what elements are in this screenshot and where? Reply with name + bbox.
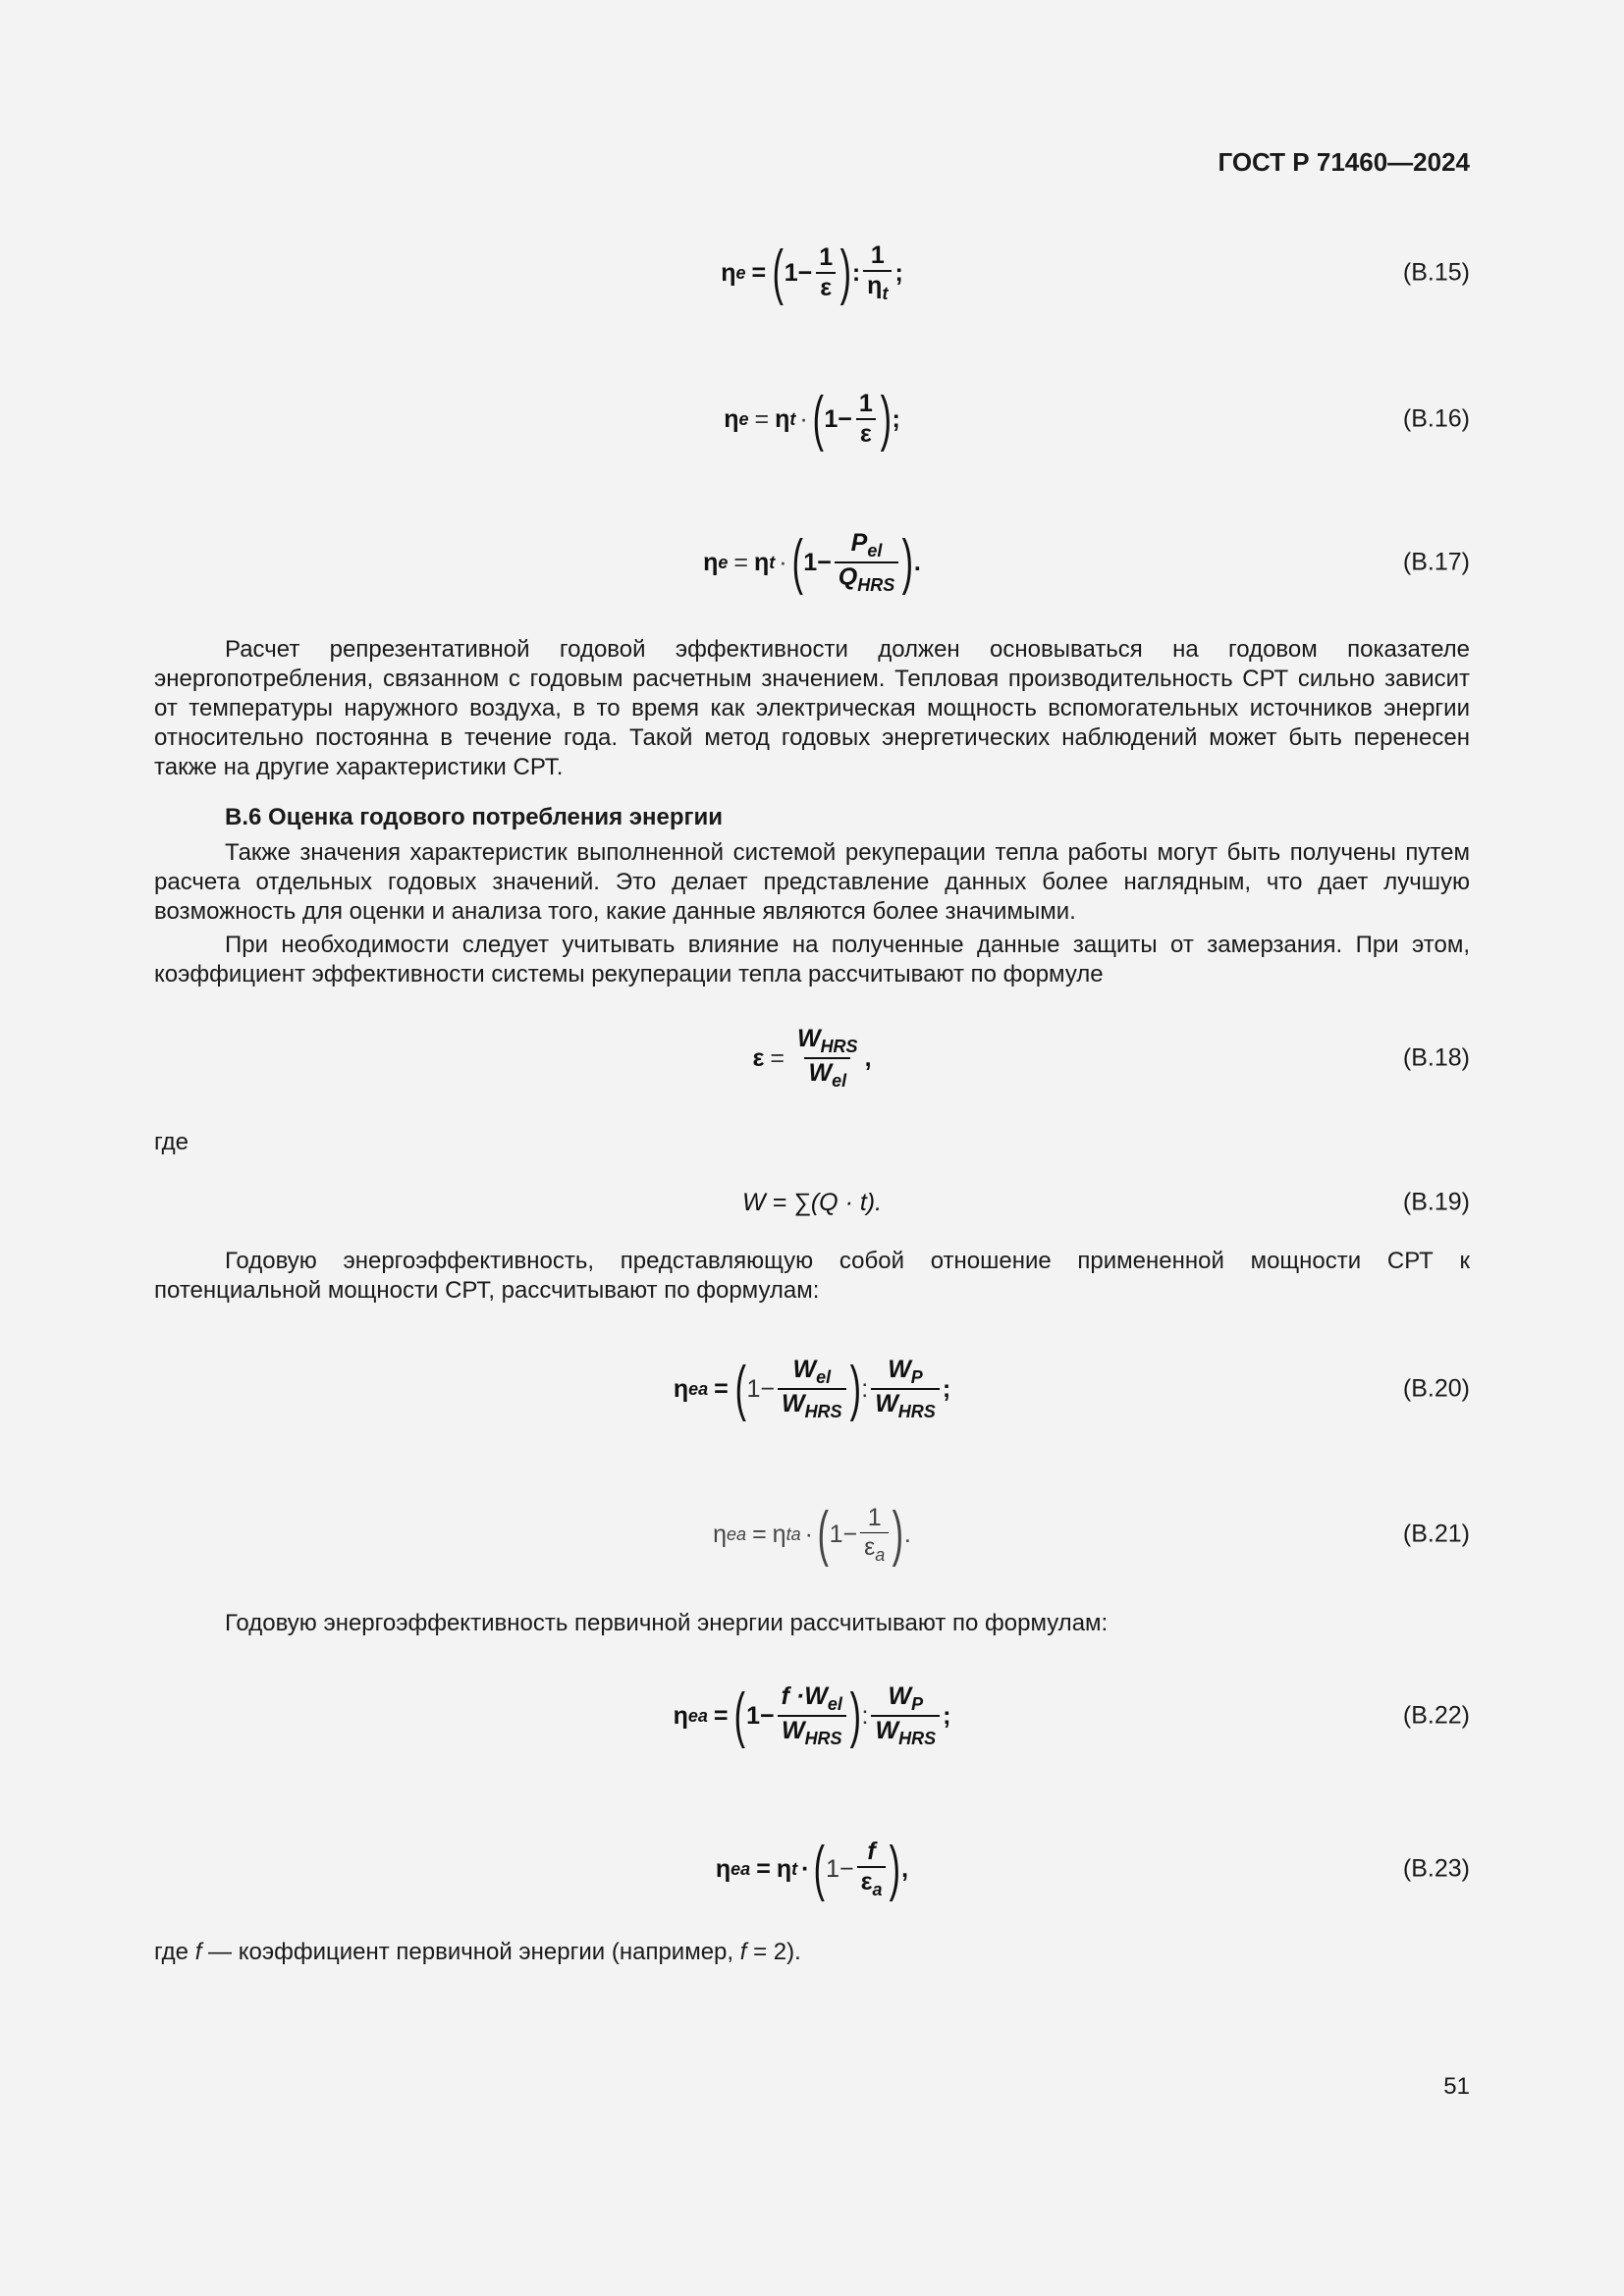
formula-b17: η e = η t · ( 1 − $\frac{P_{el}}{Q_{HRS}}$ ) . — [703, 528, 921, 596]
equation-number: (В.22) — [1402, 1701, 1470, 1730]
equation-number: (В.23) — [1402, 1854, 1470, 1883]
formula-b15: η e = ( 1 − $\frac{1}{\varepsilon}$ ) : $\frac{1}{\eta_t}$ ; — [721, 239, 903, 306]
formula-b20: η ea = ( 1 − $\frac{W_{el}}{W_{HRS}}$ ) : $\frac{W_P}{W_{HRS}}$ ; — [673, 1355, 951, 1422]
paragraph-2: Также значения характеристик выполненной системой рекуперации тепла работы могут быть получены путем расчета отдельных годовых значений. Это делает представление данных более наглядным, что дает лучшую возможность для оценки и анализа того, какие данные являются более значимыми. — [154, 839, 1470, 925]
formula-b16: η e = η t · ( 1 − $\frac{1}{\varepsilon}$ ) ; — [724, 385, 900, 453]
paragraph-4: Годовую энергоэффективность, представляющую собой отношение примененной мощности СРТ к потенциальной мощности СРТ, рассчитывают по формулам: — [154, 1248, 1470, 1304]
formula-b19: W = ∑(Q · t). — [741, 1188, 883, 1216]
equation-b20 — [154, 1340, 1470, 1438]
page-number: 51 — [1443, 2073, 1470, 2100]
section-title: В.6 Оценка годового потребления энергии — [225, 804, 724, 830]
document-header: ГОСТ Р 71460—2024 — [1218, 147, 1470, 177]
formula-b23: η ea = η t · ( 1 − $\frac{f}{\varepsilon_a}$ ) , — [715, 1835, 909, 1902]
equation-number: (В.17) — [1402, 548, 1470, 576]
paragraph-1: Расчет репрезентативной годовой эффективности должен основываться на годовом показателе энергопотребления, связанном с годовым расчетным значением. Тепловая производительность СРТ сильно зависит от температуры наружного воздуха, в то время как электрическая мощность вспомогательных источников энергии относительно постоянна в течение года. Такой метод годовых энергетических наблюдений может быть перенесен также на другие характеристики СРТ. — [154, 636, 1470, 780]
equation-number: (В.15) — [1402, 258, 1470, 287]
formula-b21: η ea = η ta · ( 1 − $\frac{1}{\varepsilon_a}$ ) . — [713, 1500, 911, 1568]
where-label: где — [154, 1129, 189, 1155]
equation-b19 — [154, 1153, 1470, 1252]
paragraph-3: При необходимости следует учитывать влияние на полученные данные защиты от замерзания. При этом, коэффициент эффективности системы рекуперации тепла рассчитывают по формуле — [154, 932, 1470, 988]
equation-b18 — [154, 1009, 1470, 1107]
equation-number: (В.16) — [1402, 404, 1470, 433]
equation-b16 — [154, 370, 1470, 468]
equation-number: (В.19) — [1402, 1188, 1470, 1216]
equation-b17 — [154, 513, 1470, 612]
formula-b18: ε = $\frac{W_{HRS}}{W_{el}}$ , — [752, 1025, 872, 1091]
formula-b22: η ea = ( 1 − $\frac{f \cdot W_{el}}{W_{HRS}}$ ) : $\frac{W_P}{W_{HRS}}$ ; — [673, 1682, 951, 1749]
equation-b21 — [154, 1485, 1470, 1583]
equation-b15 — [154, 224, 1470, 322]
footnote-line: где f — коэффициент первичной энергии (например, f = 2). — [154, 1939, 801, 1965]
equation-number: (В.21) — [1402, 1520, 1470, 1548]
equation-b23 — [154, 1820, 1470, 1918]
equation-number: (В.18) — [1402, 1043, 1470, 1072]
paragraph-5: Годовую энергоэффективность первичной энергии рассчитывают по формулам: — [225, 1610, 1109, 1636]
equation-b22 — [154, 1667, 1470, 1765]
equation-number: (В.20) — [1402, 1374, 1470, 1403]
